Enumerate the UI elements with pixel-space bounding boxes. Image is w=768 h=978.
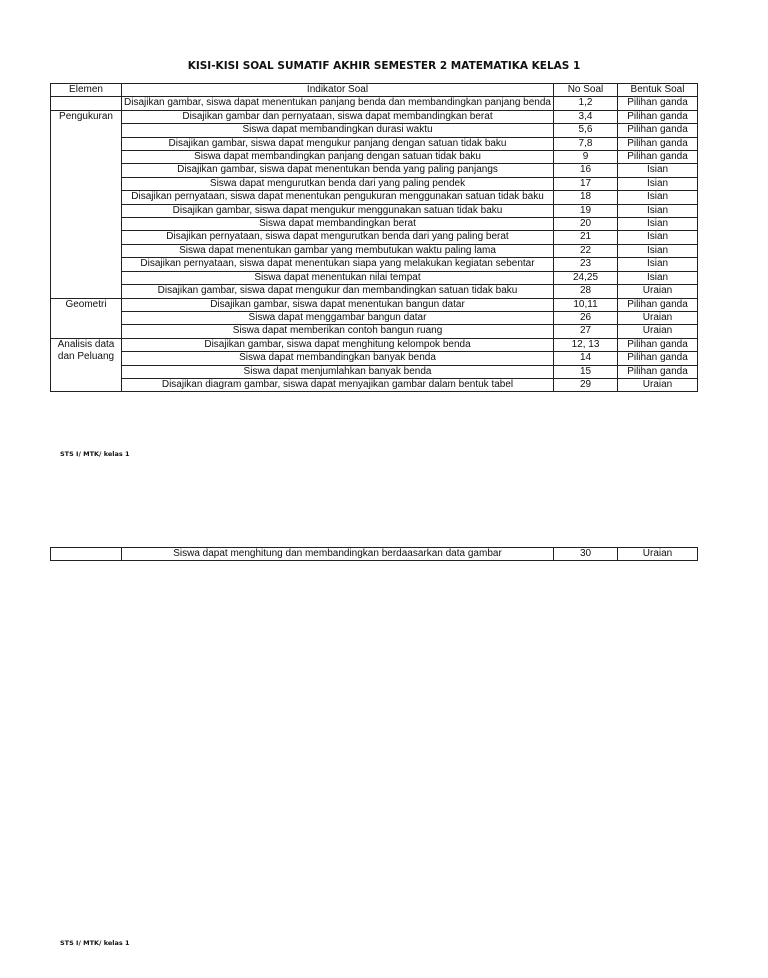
no-soal-cell: 16 <box>554 164 618 177</box>
indikator-cell: Siswa dapat memberikan contoh bangun ruang <box>122 325 554 338</box>
no-soal-cell: 7,8 <box>554 137 618 150</box>
no-soal-cell: 10,11 <box>554 298 618 311</box>
kisi-kisi-table-continuation <box>50 547 698 561</box>
bentuk-soal-cell: Pilihan ganda <box>618 137 698 150</box>
bentuk-soal-cell: Isian <box>618 271 698 284</box>
bentuk-soal-cell: Pilihan ganda <box>618 124 698 137</box>
page-footer: STS I/ MTK/ kelas 1 <box>60 450 130 458</box>
bentuk-soal-cell: Pilihan ganda <box>618 97 698 110</box>
bentuk-soal-cell: Isian <box>618 191 698 204</box>
bentuk-soal-cell: Isian <box>618 204 698 217</box>
elemen-analisis-data: Analisis data dan Peluang <box>51 338 122 392</box>
no-soal-cell: 26 <box>554 311 618 324</box>
bentuk-soal-cell: Pilihan ganda <box>618 338 698 351</box>
bentuk-soal-cell: Pilihan ganda <box>618 151 698 164</box>
bentuk-soal-cell: Pilihan ganda <box>618 365 698 378</box>
table-row <box>51 137 698 150</box>
no-soal-cell: 5,6 <box>554 124 618 137</box>
table-row <box>51 110 698 123</box>
table-row <box>51 365 698 378</box>
indikator-cell: Siswa dapat menentukan nilai tempat <box>122 271 554 284</box>
no-soal-cell: 22 <box>554 244 618 257</box>
bentuk-soal-cell: Uraian <box>618 548 698 561</box>
indikator-cell: Disajikan gambar, siswa dapat menentukan benda yang paling panjangs <box>122 164 554 177</box>
bentuk-soal-cell: Uraian <box>618 378 698 391</box>
table-row <box>51 231 698 244</box>
table-row <box>51 177 698 190</box>
indikator-cell: Disajikan pernyataan, siswa dapat menentukan siapa yang melakukan kegiatan sebentar <box>122 258 554 271</box>
bentuk-soal-cell: Pilihan ganda <box>618 110 698 123</box>
bentuk-soal-cell: Uraian <box>618 325 698 338</box>
table-row <box>51 124 698 137</box>
no-soal-cell: 14 <box>554 352 618 365</box>
bentuk-soal-cell: Isian <box>618 244 698 257</box>
table-row <box>51 311 698 324</box>
indikator-cell: Siswa dapat mengurutkan benda dari yang paling pendek <box>122 177 554 190</box>
indikator-cell: Disajikan gambar, siswa dapat menghitung kelompok benda <box>122 338 554 351</box>
table-row <box>51 298 698 311</box>
no-soal-cell: 20 <box>554 218 618 231</box>
table-row <box>51 378 698 391</box>
no-soal-cell: 28 <box>554 285 618 298</box>
indikator-cell: Siswa dapat menggambar bangun datar <box>122 311 554 324</box>
no-soal-cell: 17 <box>554 177 618 190</box>
header-elemen: Elemen <box>51 84 122 97</box>
bentuk-soal-cell: Isian <box>618 164 698 177</box>
header-indikator-soal: Indikator Soal <box>122 84 554 97</box>
bentuk-soal-cell: Isian <box>618 218 698 231</box>
table-row <box>51 164 698 177</box>
bentuk-soal-cell: Uraian <box>618 285 698 298</box>
elemen-pengukuran: Pengukuran <box>51 110 122 298</box>
no-soal-cell: 15 <box>554 365 618 378</box>
no-soal-cell: 30 <box>554 548 618 561</box>
table-row <box>51 352 698 365</box>
indikator-cell: Disajikan gambar dan pernyataan, siswa dapat membandingkan berat <box>122 110 554 123</box>
bentuk-soal-cell: Isian <box>618 258 698 271</box>
indikator-cell: Disajikan gambar, siswa dapat menentukan bangun datar <box>122 298 554 311</box>
no-soal-cell: 27 <box>554 325 618 338</box>
indikator-cell: Siswa dapat membandingkan berat <box>122 218 554 231</box>
header-bentuk-soal: Bentuk Soal <box>618 84 698 97</box>
elemen-cell-empty <box>51 548 122 561</box>
table-row <box>51 97 698 110</box>
bentuk-soal-cell: Pilihan ganda <box>618 298 698 311</box>
kisi-kisi-table <box>50 83 698 392</box>
table-row <box>51 285 698 298</box>
table-row <box>51 271 698 284</box>
table-row <box>51 258 698 271</box>
indikator-cell: Siswa dapat membandingkan banyak benda <box>122 352 554 365</box>
indikator-cell: Disajikan gambar, siswa dapat menentukan panjang benda dan membandingkan panjang benda <box>122 97 554 110</box>
bentuk-soal-cell: Isian <box>618 231 698 244</box>
indikator-cell: Disajikan pernyataan, siswa dapat menentukan pengukuran menggunakan satuan tidak baku <box>122 191 554 204</box>
page-footer: STS I/ MTK/ kelas 1 <box>60 939 130 947</box>
bentuk-soal-cell: Uraian <box>618 311 698 324</box>
no-soal-cell: 3,4 <box>554 110 618 123</box>
indikator-cell: Disajikan pernyataan, siswa dapat mengurutkan benda dari yang paling berat <box>122 231 554 244</box>
indikator-cell: Siswa dapat menghitung dan membandingkan berdaasarkan data gambar <box>122 548 554 561</box>
bentuk-soal-cell: Pilihan ganda <box>618 352 698 365</box>
indikator-cell: Disajikan gambar, siswa dapat mengukur menggunakan satuan tidak baku <box>122 204 554 217</box>
table-row <box>51 191 698 204</box>
table-header-row <box>51 84 698 97</box>
indikator-cell: Disajikan gambar, siswa dapat mengukur panjang dengan satuan tidak baku <box>122 137 554 150</box>
indikator-cell: Siswa dapat membandingkan panjang dengan satuan tidak baku <box>122 151 554 164</box>
no-soal-cell: 24,25 <box>554 271 618 284</box>
table-row <box>51 338 698 351</box>
document-title: KISI-KISI SOAL SUMATIF AKHIR SEMESTER 2 MATEMATIKA KELAS 1 <box>187 60 581 72</box>
table-row <box>51 218 698 231</box>
header-no-soal: No Soal <box>554 84 618 97</box>
table-row <box>51 151 698 164</box>
elemen-cell-empty <box>51 97 122 110</box>
table-row <box>51 244 698 257</box>
indikator-cell: Siswa dapat menentukan gambar yang membutukan waktu paling lama <box>122 244 554 257</box>
no-soal-cell: 18 <box>554 191 618 204</box>
no-soal-cell: 1,2 <box>554 97 618 110</box>
no-soal-cell: 29 <box>554 378 618 391</box>
no-soal-cell: 21 <box>554 231 618 244</box>
elemen-geometri: Geometri <box>51 298 122 338</box>
no-soal-cell: 19 <box>554 204 618 217</box>
table-row <box>51 204 698 217</box>
indikator-cell: Siswa dapat menjumlahkan banyak benda <box>122 365 554 378</box>
indikator-cell: Disajikan diagram gambar, siswa dapat menyajikan gambar dalam bentuk tabel <box>122 378 554 391</box>
no-soal-cell: 12, 13 <box>554 338 618 351</box>
table-row <box>51 548 698 561</box>
bentuk-soal-cell: Isian <box>618 177 698 190</box>
no-soal-cell: 23 <box>554 258 618 271</box>
table-row <box>51 325 698 338</box>
indikator-cell: Disajikan gambar, siswa dapat mengukur dan membandingkan satuan tidak baku <box>122 285 554 298</box>
no-soal-cell: 9 <box>554 151 618 164</box>
indikator-cell: Siswa dapat membandingkan durasi waktu <box>122 124 554 137</box>
